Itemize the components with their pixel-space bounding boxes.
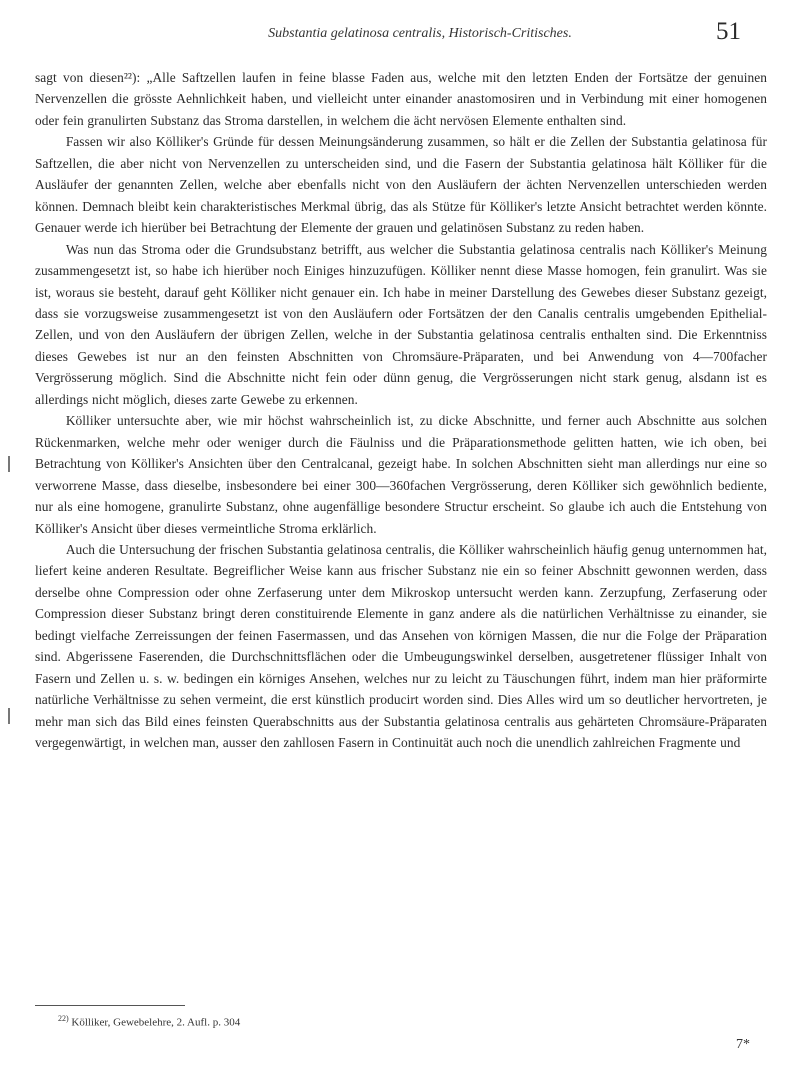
running-head: Substantia gelatinosa centralis, Historisch-Critisches.: [268, 26, 572, 41]
footnote-rule: [35, 1005, 185, 1006]
page-number: 51: [716, 18, 741, 45]
paragraph: sagt von diesen²²): „Alle Saftzellen laufen in feine blasse Faden aus, welche mit den letzten Enden der Fortsätze der genuinen Nervenzellen die grösste Aehnlichkeit haben, und vielleicht unter einander anastomosiren und in Verbindung mit einer homogenen oder fein granulirten Substanz das Stroma darstellen, in welchem die ächt nervösen Elemente enthalten sind.: [35, 70, 767, 128]
paragraph: Kölliker untersuchte aber, wie mir höchst wahrscheinlich ist, zu dicke Abschnitte, und ferner auch Abschnitte aus solchen Rückenmarken, welche mehr oder weniger durch die Fäulniss und die Präparationsmethode gelitten hatten, wie ich oben, bei Betrachtung von Kölliker's Ansichten über den Centralcanal, gezeigt habe. In solchen Abschnitten sieht man allerdings nur eine so verworrene Masse, dass dieselbe, insbesondere bei einer 300—360fachen Vergrösserung, deren Kölliker sich gewöhnlich bediente, nur als eine homogene, granulirte Substanz, ohne augenfällige besondere Structur erscheint. So glaube ich auch die Entstehung von Kölliker's Ansicht über dieses vermeintliche Stroma erklärlich.: [35, 413, 767, 536]
paragraph: Auch die Untersuchung der frischen Substantia gelatinosa centralis, die Kölliker wahrscheinlich häufig genug unternommen hat, liefert keine anderen Resultate. Begreiflicher Weise kann aus frischer Substanz nie ein so feiner Abschnitt gewonnen werden, dass derselbe ohne Compression oder ohne Zerfaserung unter dem Mikroskop untersucht werden kann. Zerzupfung, Zerfaserung oder Compression dieser Substanz bringt deren constituirende Elemente in ganz andere als die natürlichen Verhältnisse zu einander, sie bedingt vielfache Zerreissungen der feinen Fasermassen, und das Ansehen von körnigen Massen, die nur die Folge der Präparation sind. Abgerissene Faserenden, die Durchschnittsflächen oder die Umbeugungswinkel derselben, ausgetretener flüssiger Inhalt von Fasern und Zellen u. s. w. bedingen ein körniges Ansehen, welches nur zu leicht zu Täuschungen führt, indem man hier präformirte natürliche Verhältnisse zu sehen vermeint, die erst künstlich producirt worden sind. Dies Alles wird um so deutlicher hervortreten, je mehr man sich das Bild eines feinsten Querabschnitts aus der Substantia gelatinosa centralis aus gehärteten Chromsäure-Präparaten vergegenwärtigt, in welchen man, ausser den zahllosen Fasern in Continuität auch noch die unendlich zahlreichen Fragmente und: [35, 541, 767, 751]
footnote-marker: 22): [58, 1014, 69, 1023]
body-text: [35, 67, 767, 754]
signature-mark: 7*: [736, 1037, 750, 1052]
page-header: [0, 14, 800, 54]
margin-tick: [8, 456, 10, 472]
footnote: [58, 1014, 240, 1029]
paragraph: Fassen wir also Kölliker's Gründe für dessen Meinungsänderung zusammen, so hält er die Zellen der Substantia gelatinosa für Saftzellen, die aber nicht von Nervenzellen zu unterscheiden sind, und die Fasern der Substantia gelatinosa hält Kölliker für die Ausläufer der genannten Zellen, welche aber ebenfalls nicht von den Ausläufern der ächten Nervenzellen unterschieden werden können. Demnach bleibt kein charakteristisches Merkmal übrig, das als Stütze für Kölliker's letzte Ansicht betrachtet werden könnte. Genauer werde ich hierüber bei Betrachtung der Elemente der grauen und gelatinösen Substanz zu reden haben.: [35, 134, 767, 236]
paragraph: Was nun das Stroma oder die Grundsubstanz betrifft, aus welcher die Substantia gelatinosa centralis nach Kölliker's Meinung zusammengesetzt ist, so habe ich hierüber noch Einiges hinzuzufügen. Kölliker nennt diese Masse homogen, fein granulirt. Was sie ist, woraus sie besteht, darauf geht Kölliker nicht genauer ein. Ich habe in meiner Darstellung des Gewebes dieser Substanz gezeigt, dass sie vorzugsweise zusammengesetzt ist von den Ausläufern oder Fortsätzen der den Canalis centralis umgebenden Epithelial-Zellen, und von den Ausläufern der übrigen Zellen, welche in der Substantia gelatinosa centralis enthalten sind. Die Erkenntniss dieses Gewebes ist nur an den feinsten Abschnitten von Chromsäure-Präparaten, und bei Anwendung von 4—700facher Vergrösserung möglich. Sind die Abschnitte nicht fein oder dünn genug, die Vergrösserungen nicht stark genug, alsdann ist es allerdings nicht möglich, dieses zarte Gewebe zu erkennen.: [35, 241, 767, 407]
margin-tick: [8, 708, 10, 724]
footnote-text: Kölliker, Gewebelehre, 2. Aufl. p. 304: [71, 1016, 241, 1029]
